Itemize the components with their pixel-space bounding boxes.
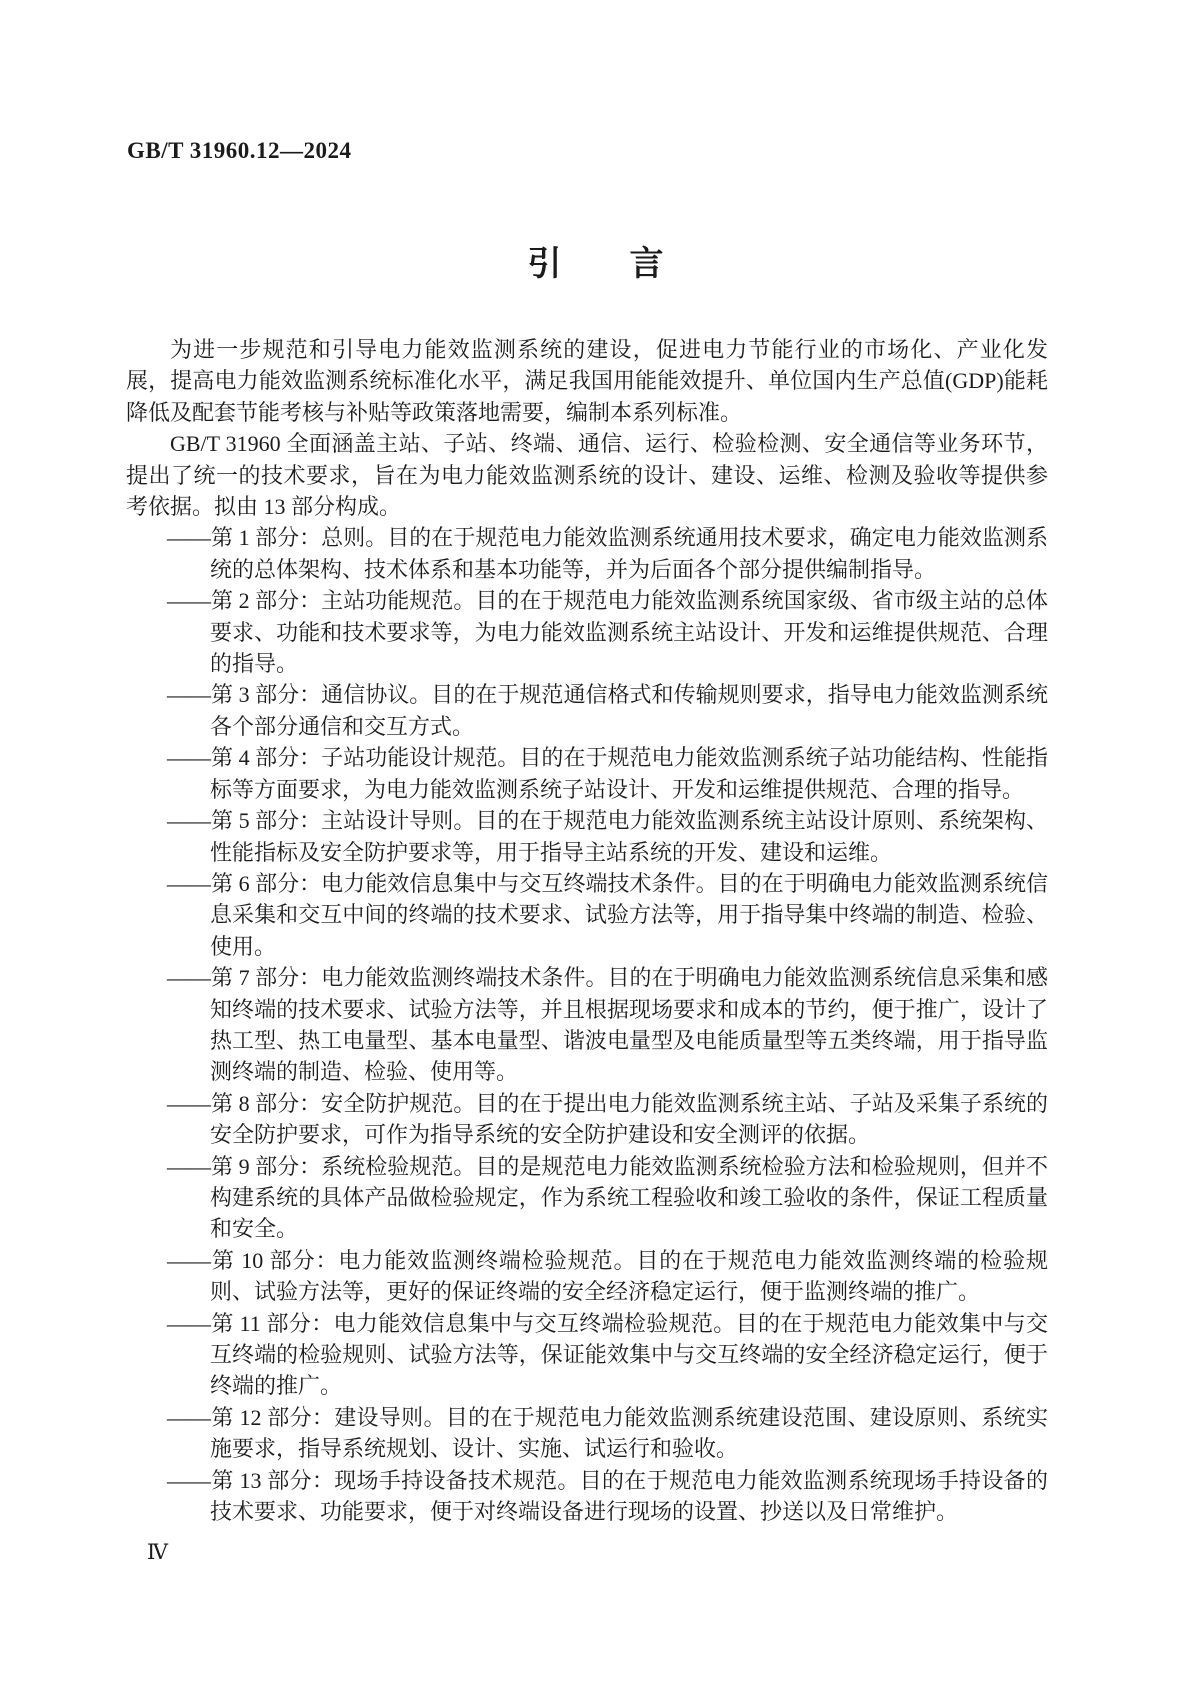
part-list-item: ——第 6 部分：电力能效信息集中与交互终端技术条件。目的在于明确电力能效监测系统信息采集和交互中间的终端的技术要求、试验方法等，用于指导集中终端的制造、检验、使用。 [167, 870, 1048, 959]
standard-number-header: GB/T 31960.12—2024 [127, 138, 352, 163]
part-list-item: ——第 5 部分：主站设计导则。目的在于规范电力能效监测系统主站设计原则、系统架构、性能指标及安全防护要求等，用于指导主站系统的开发、建设和运维。 [167, 808, 1048, 865]
part-list-item: ——第 13 部分：现场手持设备技术规范。目的在于规范电力能效监测系统现场手持设备的技术要求、功能要求，便于对终端设备进行现场的设置、抄送以及日常维护。 [167, 1467, 1048, 1525]
intro-paragraph: GB/T 31960 全面涵盖主站、子站、终端、通信、运行、检验检测、安全通信等业务环节，提出了统一的技术要求，旨在为电力能效监测系统的设计、建设、运维、检测及验收等提供参考依据。拟由 13 部分构成。 [126, 431, 1048, 520]
part-list-item: ——第 7 部分：电力能效监测终端技术条件。目的在于明确电力能效监测系统信息采集和感知终端的技术要求、试验方法等，并且根据现场要求和成本的节约，便于推广，设计了热工型、热工电量型、基本电量型、谐波电量型及电能质量型等五类终端，用于指导监测终端的制造、检验、使用等。 [167, 965, 1048, 1085]
page-number: Ⅳ [147, 1540, 168, 1564]
part-list-item: ——第 4 部分：子站功能设计规范。目的在于规范电力能效监测系统子站功能结构、性能指标等方面要求，为电力能效监测系统子站设计、开发和运维提供规范、合理的指导。 [167, 745, 1048, 802]
part-list-item: ——第 12 部分：建设导则。目的在于规范电力能效监测系统建设范围、建设原则、系统实施要求，指导系统规划、设计、实施、试运行和验收。 [167, 1404, 1048, 1462]
part-list-item: ——第 1 部分：总则。目的在于规范电力能效监测系统通用技术要求，确定电力能效监测系统的总体架构、技术体系和基本功能等，并为后面各个部分提供编制指导。 [167, 525, 1048, 582]
page-title: 引 言 [527, 246, 664, 283]
part-list-item: ——第 2 部分：主站功能规范。目的在于规范电力能效监测系统国家级、省市级主站的总体要求、功能和技术要求等，为电力能效监测系统主站设计、开发和运维提供规范、合理的指导。 [167, 588, 1048, 677]
part-list-item: ——第 8 部分：安全防护规范。目的在于提出电力能效监测系统主站、子站及采集子系统的安全防护要求，可作为指导系统的安全防护建设和安全测评的依据。 [167, 1090, 1048, 1148]
part-list-item: ——第 11 部分：电力能效信息集中与交互终端检验规范。目的在于规范电力能效集中与交互终端的检验规则、试验方法等，保证能效集中与交互终端的安全经济稳定运行，便于终端的推广。 [167, 1310, 1048, 1399]
part-list-item: ——第 9 部分：系统检验规范。目的是规范电力能效监测系统检验方法和检验规则，但并不构建系统的具体产品做检验规定，作为系统工程验收和竣工验收的条件，保证工程质量和安全。 [167, 1153, 1048, 1242]
part-list-item: ——第 3 部分：通信协议。目的在于规范通信格式和传输规则要求，指导电力能效监测系统各个部分通信和交互方式。 [167, 682, 1048, 739]
introduction-body [126, 334, 1048, 1527]
part-list-item: ——第 10 部分：电力能效监测终端检验规范。目的在于规范电力能效监测终端的检验规则、试验方法等，更好的保证终端的安全经济稳定运行，便于监测终端的推广。 [167, 1247, 1048, 1305]
intro-paragraph: 为进一步规范和引导电力能效监测系统的建设，促进电力节能行业的市场化、产业化发展，提高电力能效监测系统标准化水平，满足我国用能能效提升、单位国内生产总值(GDP)能耗降低及配套节能考核与补贴等政策落地需要，编制本系列标准。 [126, 337, 1048, 425]
